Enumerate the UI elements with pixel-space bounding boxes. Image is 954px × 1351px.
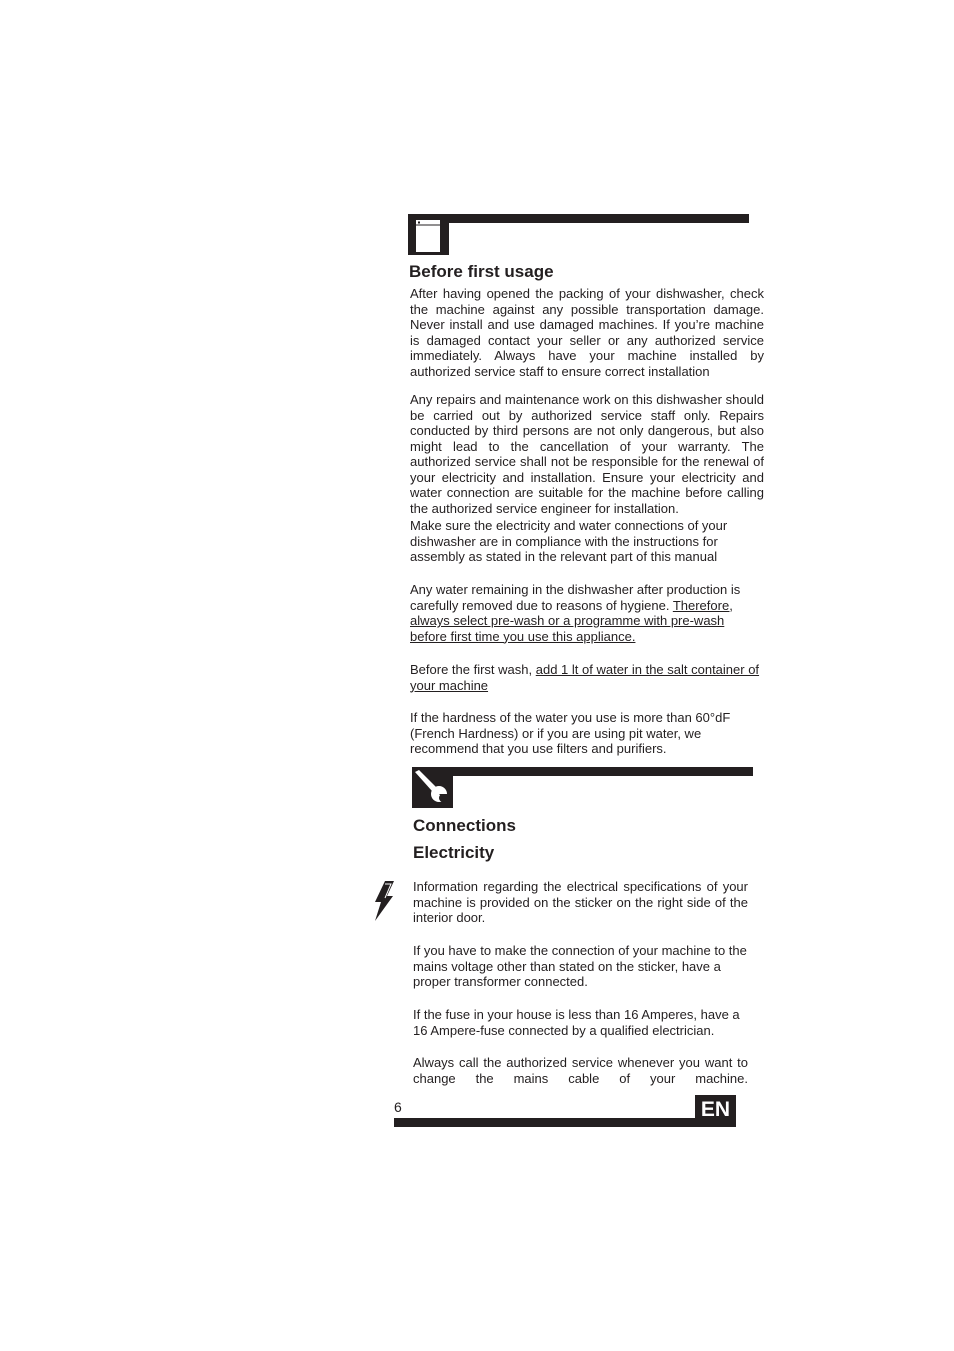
section-header-bar — [412, 767, 753, 776]
wrench-icon — [412, 767, 453, 808]
language-badge: EN — [695, 1095, 736, 1127]
paragraph: Any repairs and maintenance work on this dishwasher should be carried out by authorized service staff only. Repairs conducted by third persons are not only dangerous, but also might lead to the cancellation of your warranty. The authorized service shall not be responsible for the renewal of your electricity and installation. Ensure your electricity and water connection are suitable for the machine before calling the authorized service engineer for installation. — [410, 392, 764, 516]
paragraph: Always call the authorized service whenever you want to change the mains cable of your machine. — [413, 1055, 748, 1086]
paragraph: If the hardness of the water you use is more than 60°dF (French Hardness) or if you are using pit water, we recommend that you use filters and purifiers. — [410, 710, 731, 756]
paragraph-text: Before the first wash, — [410, 662, 533, 677]
section-title-connections: Connections — [413, 816, 516, 835]
section-subtitle-electricity: Electricity — [413, 843, 495, 862]
paragraph: After having opened the packing of your dishwasher, check the machine against any possible transportation damage. Never install and use damaged machines. If you’re machine is damaged contact your seller or any authorized service immediately. Always have your machine installed by authorized service staff to ensure correct installation — [410, 286, 764, 379]
page-number: 6 — [394, 1099, 402, 1115]
lightning-bolt-icon — [372, 880, 396, 922]
footer-bar — [394, 1118, 736, 1127]
section-header-bar — [408, 214, 749, 223]
dishwasher-icon — [408, 214, 449, 255]
paragraph — [410, 662, 764, 693]
paragraph — [410, 582, 764, 644]
paragraph: If the fuse in your house is less than 16 Amperes, have a 16 Ampere-fuse connected by a qualified electrician. — [413, 1007, 740, 1038]
paragraph: Make sure the electricity and water connections of your dishwasher are in compliance with the instructions for assembly as stated in the relevant part of this manual — [410, 518, 728, 564]
paragraph-text: Any water remaining in the dishwasher after production is carefully removed due to reasons of hygiene. — [410, 582, 741, 613]
underlined-instruction: Therefore, always select pre-wash or a programme with pre-wash before first time you use this appliance. — [410, 597, 733, 644]
section-title-before-first-usage: Before first usage — [409, 262, 554, 281]
underlined-instruction: add 1 lt of water in the salt container of your machine — [410, 662, 760, 693]
paragraph: Information regarding the electrical specifications of your machine is provided on the sticker on the right side of the interior door. — [413, 879, 748, 925]
paragraph: If you have to make the connection of your machine to the mains voltage other than stated on the sticker, have a proper transformer connected. — [413, 943, 747, 989]
